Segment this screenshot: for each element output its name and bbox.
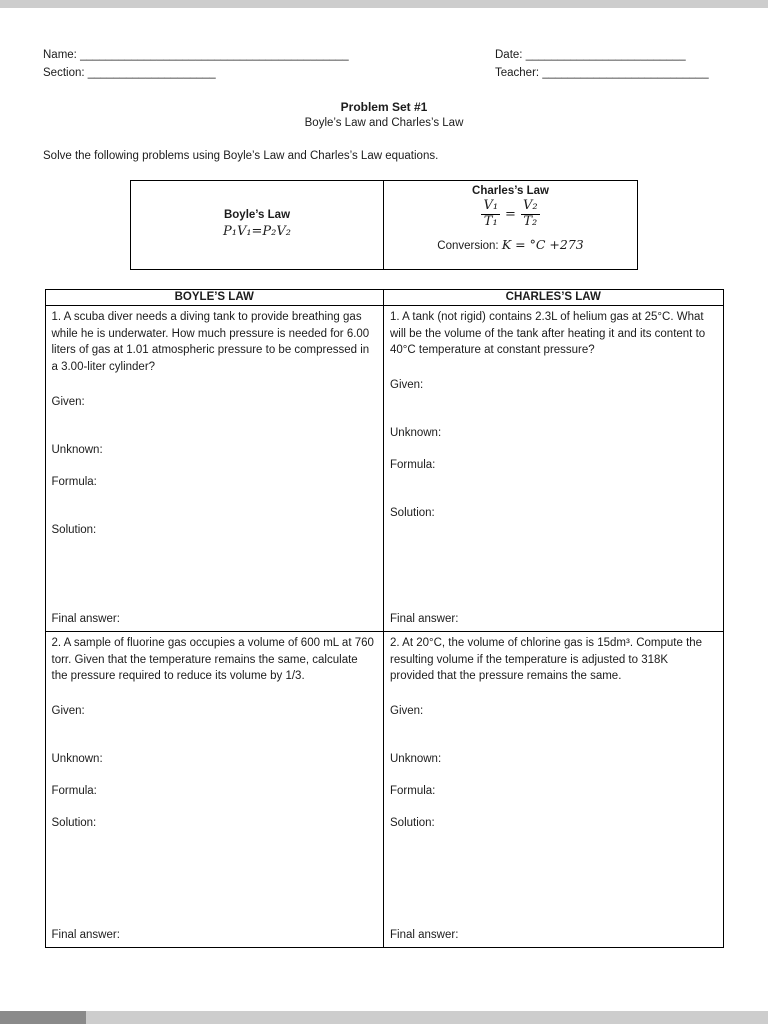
instructions-text: Solve the following problems using Boyle’s Law and Charles’s Law equations. bbox=[43, 150, 439, 162]
date-blank-line: _________________________ bbox=[525, 49, 686, 61]
section-field bbox=[43, 64, 495, 82]
header-row-2 bbox=[43, 64, 725, 82]
given-label: Given: bbox=[51, 395, 85, 408]
solution-label: Solution: bbox=[390, 507, 435, 520]
scrollbar-thumb[interactable] bbox=[0, 1011, 86, 1024]
denominator-t2: T₂ bbox=[523, 213, 538, 229]
solution-label: Solution: bbox=[51, 523, 97, 536]
numerator-v2: V₂ bbox=[522, 198, 538, 213]
unknown-label: Unknown: bbox=[51, 753, 103, 766]
name-blank-line: __________________________________________ bbox=[80, 49, 349, 61]
charles-law-formula bbox=[481, 199, 539, 230]
conversion-formula: K = °C +273 bbox=[501, 236, 584, 252]
problem-cell-charles-2 bbox=[384, 632, 723, 947]
worksheet-table bbox=[45, 289, 724, 948]
formula-label: Formula: bbox=[51, 785, 97, 798]
page-title: Problem Set #1 bbox=[340, 100, 428, 114]
boyle-formula-cell bbox=[131, 181, 384, 269]
numerator-v1: V₁ bbox=[483, 198, 499, 213]
name-label: Name: bbox=[43, 49, 77, 61]
problem-text: 1. A scuba diver needs a diving tank to provide breathing gas while he is underwater. How much pressure is needed for 6.00 liters of gas at 1.01 atmospheric pressure to be compressed in a 3.00-liter cylinder? bbox=[51, 311, 370, 374]
problem-cell-boyle-2 bbox=[46, 632, 385, 947]
given-label: Given: bbox=[390, 705, 424, 718]
final-answer-label: Final answer: bbox=[390, 612, 459, 625]
fraction-v1-t1 bbox=[481, 199, 500, 230]
unknown-label: Unknown: bbox=[390, 427, 442, 440]
final-answer-label: Final answer: bbox=[51, 612, 120, 625]
conversion-label: Conversion: bbox=[437, 239, 499, 252]
viewer-bottom-edge bbox=[0, 1011, 768, 1024]
solution-label: Solution: bbox=[390, 817, 435, 830]
problem-text: 2. At 20°C, the volume of chlorine gas is 15dm³. Compute the resulting volume if the temperature is adjusted to 318K provided that the pressure remains the same. bbox=[390, 637, 703, 683]
final-answer-label: Final answer: bbox=[390, 928, 459, 941]
section-blank-line: ____________________ bbox=[87, 67, 216, 79]
formula-label: Formula: bbox=[51, 475, 97, 488]
solution-label: Solution: bbox=[51, 817, 97, 830]
problem-cell-boyle-1 bbox=[46, 306, 385, 632]
column-header-boyle: BOYLE’S LAW bbox=[46, 290, 385, 306]
section-label: Section: bbox=[43, 67, 85, 79]
charles-formula-cell bbox=[384, 181, 637, 269]
formula-label: Formula: bbox=[390, 785, 436, 798]
conversion-note bbox=[437, 237, 583, 252]
final-answer-label: Final answer: bbox=[51, 928, 120, 941]
viewer-top-edge bbox=[0, 0, 768, 8]
boyle-law-title: Boyle’s Law bbox=[223, 209, 291, 221]
given-label: Given: bbox=[51, 705, 85, 718]
teacher-blank-line: __________________________ bbox=[542, 67, 709, 79]
header-row-1 bbox=[43, 46, 725, 64]
column-header-charles: CHARLES’S LAW bbox=[384, 290, 723, 306]
equals-sign: = bbox=[505, 206, 516, 222]
fraction-v2-t2 bbox=[521, 199, 540, 230]
unknown-label: Unknown: bbox=[390, 753, 442, 766]
teacher-field bbox=[495, 64, 725, 82]
problem-cell-charles-1 bbox=[384, 306, 723, 632]
unknown-label: Unknown: bbox=[51, 443, 103, 456]
teacher-label: Teacher: bbox=[495, 67, 540, 79]
charles-law-title: Charles’s Law bbox=[472, 185, 549, 197]
given-label: Given: bbox=[390, 379, 424, 392]
problem-text: 1. A tank (not rigid) contains 2.3L of helium gas at 25°C. What will be the volume of the tank after heating it and its content to 40°C temperature at constant pressure? bbox=[390, 311, 706, 357]
formula-reference-table bbox=[130, 180, 638, 270]
name-field bbox=[43, 46, 495, 64]
problem-text: 2. A sample of fluorine gas occupies a volume of 600 mL at 760 torr. Given that the temperature remains the same, calculate the pressure required to reduce its volume by 1/3. bbox=[51, 637, 374, 683]
date-field bbox=[495, 46, 725, 64]
boyle-law-formula: P₁V₁=P₂V₂ bbox=[222, 224, 291, 239]
date-label: Date: bbox=[495, 49, 523, 61]
formula-label: Formula: bbox=[390, 459, 436, 472]
document-header bbox=[43, 46, 725, 82]
page-subtitle: Boyle’s Law and Charles’s Law bbox=[304, 117, 464, 129]
denominator-t1: T₁ bbox=[483, 213, 498, 229]
